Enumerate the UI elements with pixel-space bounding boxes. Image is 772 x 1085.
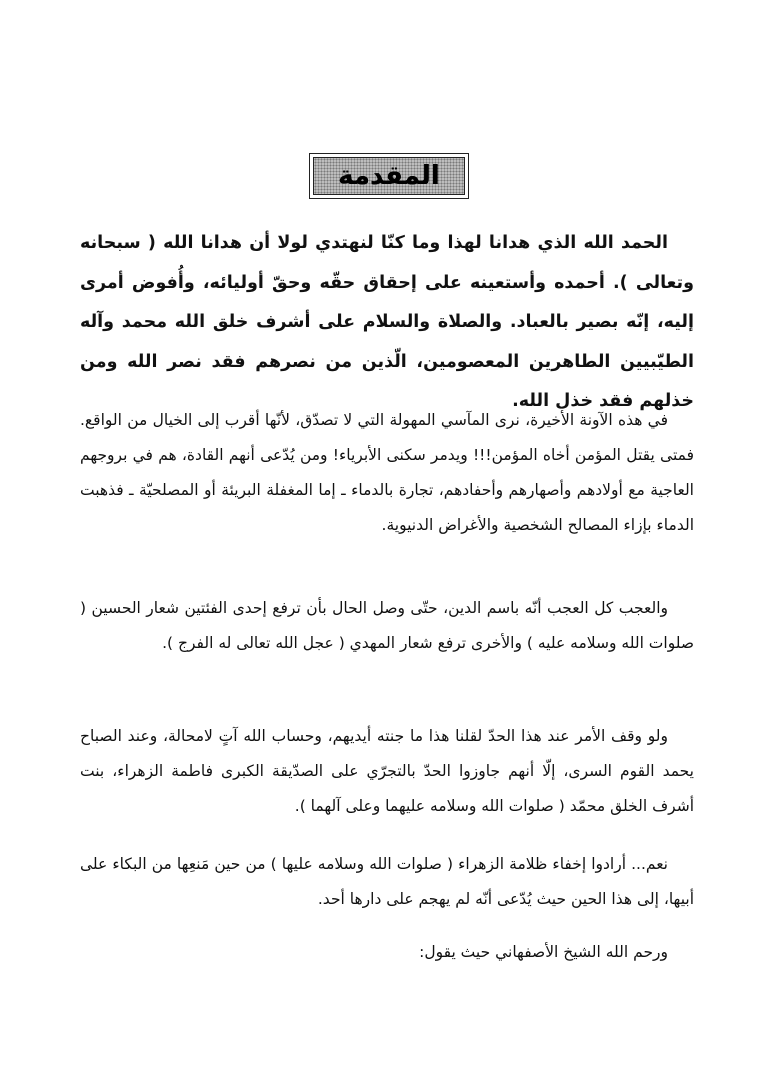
chapter-title-frame: [309, 153, 469, 199]
paragraph-recent-tragedies: في هذه الآونة الأخيرة، نرى المآسي المهولة التي لا تصدّق، لأنّها أقرب إلى الخيال من الواقع. فمتى يقتل المؤمن أخاه المؤمن!!! ويدمر سكنى الأبرياء! ومن يُدّعى أنهم القادة، هم في بروجهم العاجية مع أولادهم وأصهارهم وأحفادهم، تجارة بالدماء ـ إما المغفلة البريئة أو المصلحيّة ـ فذهبت الدماء بإزاء المصالح الشخصية والأغراض الدنيوية.: [80, 411, 694, 534]
paragraph-crossing-limit: ولو وقف الأمر عند هذا الحدّ لقلنا هذا ما جنته أيديهم، وحساب الله آتٍ لامحالة، وعند الصباح يحمد القوم السرى، إلّا أنهم جاوزوا الحدّ بالتجرّي على الصدّيقة الكبرى فاطمة الزهراء، بنت أشرف الخلق محمّد ( صلوات الله وسلامه عليهما وعلى آلهما ).: [80, 727, 694, 815]
chapter-title: المقدمة: [338, 161, 440, 191]
chapter-title-panel: [313, 157, 465, 195]
paragraph-hiding-injustice: نعم... أرادوا إخفاء ظلامة الزهراء ( صلوات الله وسلامه عليها ) من حين مَنعِها من البكاء على أبيها، إلى هذا الحين حيث يُدّعى أنّه لم يهجم على دارها أحد.: [80, 855, 694, 908]
paragraph-poet-quote-intro: ورحم الله الشيخ الأصفهاني حيث يقول:: [419, 943, 668, 961]
paragraph-intro: الحمد الله الذي هدانا لهذا وما كنّا لنهتدي لولا أن هدانا الله ( سبحانه وتعالى ). أحمده وأستعينه على إحقاق حقّه وحقّ أوليائه، وأُفوض أمرى إليه، إنّه بصير بالعباد. والصلاة والسلام على أشرف خلق الله محمد وآله الطيّبيين الطاهرين المعصومين، الّذين من نصرهم فقد نصر الله ومن خذلهم فقد خذل الله.: [80, 233, 694, 411]
paragraph-religion-slogans: والعجب كل العجب أنّه باسم الدين، حتّى وصل الحال بأن ترفع إحدى الفئتين شعار الحسين ( صلوات الله وسلامه عليه ) والأخرى ترفع شعار المهدي ( عجل الله تعالى له الفرج ).: [80, 599, 694, 652]
